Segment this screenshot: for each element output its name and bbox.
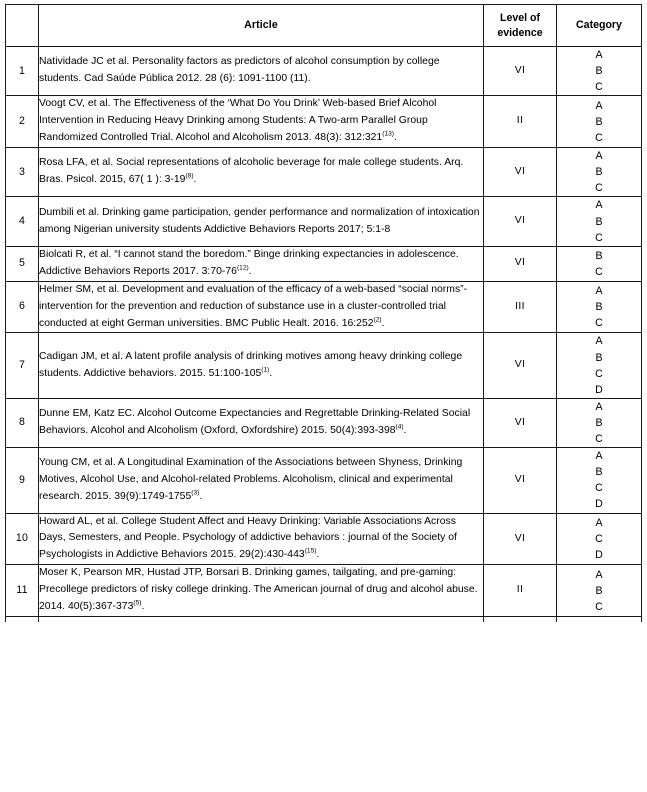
article-citation-text: Dunne EM, Katz EC. Alcohol Outcome Expectancies and Regrettable Drinking-Related Social Behaviors. Alcohol and Alcoholism (Oxford, Oxfordshire) 2015. 50(4):393-398 xyxy=(39,408,471,436)
level-of-evidence-cell: VI xyxy=(484,197,557,246)
column-header-category: Category xyxy=(557,5,642,47)
reference-superscript: (5) xyxy=(133,599,142,607)
row-number-cell: 4 xyxy=(6,197,39,246)
included-studies-table xyxy=(5,4,642,622)
row-number-cell: 3 xyxy=(6,148,39,197)
level-of-evidence-cell: VI xyxy=(484,47,557,96)
level-of-evidence-cell: II xyxy=(484,96,557,148)
article-citation-text: Helmer SM, et al. Development and evaluation of the efficacy of a web-based “social norms”-intervention for the prevention and reduction of substance use in a cluster-controlled trial conducted at eight German universities. BMC Public Healt. 2016. 16:252 xyxy=(39,283,468,329)
article-citation-cell xyxy=(39,513,484,565)
level-of-evidence-cell: VI xyxy=(484,398,557,447)
row-number-cell: 5 xyxy=(6,246,39,281)
category-value: A xyxy=(595,335,603,348)
article-citation-cell xyxy=(39,333,484,398)
category-value: A xyxy=(595,400,603,413)
category-value: A xyxy=(595,49,603,61)
article-citation-tail: . xyxy=(199,490,203,502)
row-number-cell: 6 xyxy=(6,281,39,333)
category-value: A xyxy=(595,99,603,112)
reference-superscript: (3) xyxy=(191,489,200,497)
table-row xyxy=(6,333,642,398)
row-number-cell: 10 xyxy=(6,513,39,565)
table-row xyxy=(6,47,642,96)
article-citation-text: Dumbili et al. Drinking game participation, gender performance and normalization of intoxication among Nigerian university students Addictive Behaviors Reports 2017; 5:1-8 xyxy=(39,206,480,235)
reference-superscript: (8) xyxy=(185,172,194,180)
table-header xyxy=(6,5,642,47)
row-number-cell: 8 xyxy=(6,398,39,447)
article-citation-text: Cadigan JM, et al. A latent profile analysis of drinking motives among heavy drinking college students. Addictive behaviors. 2015. 51:100-105 xyxy=(39,350,463,379)
truncated-cell xyxy=(6,617,39,623)
category-value: B xyxy=(595,466,603,479)
category-value: C xyxy=(595,231,603,244)
category-value: C xyxy=(595,182,603,195)
article-citation-text: Natividade JC et al. Personality factors as predictors of alcohol consumption by college students. Cad Saúde Pública 2012. 28 (6): 1091-1100 (11). xyxy=(39,56,440,85)
table-row xyxy=(6,513,642,565)
category-value: D xyxy=(595,383,603,396)
category-value: C xyxy=(595,600,603,613)
level-header-line2: evidence xyxy=(497,26,543,39)
article-citation-tail: . xyxy=(394,132,397,144)
category-value: B xyxy=(595,65,603,78)
category-cell xyxy=(557,281,642,333)
category-value: D xyxy=(595,548,603,561)
category-value: C xyxy=(595,367,603,380)
article-citation-cell xyxy=(39,47,484,96)
row-number-cell: 9 xyxy=(6,448,39,513)
category-value: C xyxy=(595,131,603,144)
category-cell xyxy=(557,565,642,617)
category-value: B xyxy=(595,166,603,179)
article-citation-tail: . xyxy=(248,265,252,277)
category-value: B xyxy=(595,115,603,128)
category-value: A xyxy=(595,284,603,297)
category-value: A xyxy=(595,568,603,581)
article-citation-cell xyxy=(39,148,484,197)
category-value: B xyxy=(595,249,603,262)
category-value: C xyxy=(595,482,603,495)
table-row xyxy=(6,448,642,513)
category-value: A xyxy=(595,150,603,163)
category-cell xyxy=(557,448,642,513)
category-value: C xyxy=(595,317,603,330)
reference-superscript: (15) xyxy=(304,547,317,555)
level-header-line1: Level of xyxy=(499,12,541,25)
level-of-evidence-cell: VI xyxy=(484,513,557,565)
category-value: D xyxy=(595,498,603,511)
column-header-level-of-evidence xyxy=(484,5,557,47)
category-cell xyxy=(557,398,642,447)
category-cell xyxy=(557,47,642,96)
table-body xyxy=(6,47,642,623)
reference-superscript: (2) xyxy=(373,316,382,324)
category-value: B xyxy=(595,416,603,429)
article-citation-tail: . xyxy=(316,549,320,561)
header-row xyxy=(6,5,642,47)
table-row xyxy=(6,96,642,148)
row-number-cell: 2 xyxy=(6,96,39,148)
article-citation-tail: . xyxy=(193,174,197,186)
article-citation-cell xyxy=(39,246,484,281)
level-of-evidence-cell: VI xyxy=(484,333,557,398)
table-row xyxy=(6,565,642,617)
article-citation-text: Howard AL, et al. College Student Affect and Heavy Drinking: Variable Associations Across Days, Semesters, and People. Psychology of addictive behaviors : journal of the Society of Psychologists in Addictive Behaviors 2015. 29(2):430-443 xyxy=(39,515,457,561)
level-of-evidence-cell: VI xyxy=(484,448,557,513)
row-number-cell: 1 xyxy=(6,47,39,96)
article-citation-cell xyxy=(39,96,484,148)
table-row xyxy=(6,246,642,281)
level-of-evidence-cell: II xyxy=(484,565,557,617)
truncated-cell xyxy=(557,617,642,623)
category-value: C xyxy=(595,532,603,545)
row-number-cell: 7 xyxy=(6,333,39,398)
article-citation-cell xyxy=(39,281,484,333)
category-cell xyxy=(557,148,642,197)
article-citation-text: Biolcati R, et al. “I cannot stand the boredom.” Binge drinking expectancies in adolescence. Addictive Behaviors Reports 2017. 3:70-76 xyxy=(39,248,459,277)
level-of-evidence-cell: III xyxy=(484,281,557,333)
reference-superscript: (12) xyxy=(236,264,249,272)
article-citation-tail: . xyxy=(141,601,145,613)
level-of-evidence-cell: VI xyxy=(484,246,557,281)
article-citation-cell xyxy=(39,565,484,617)
level-of-evidence-cell: VI xyxy=(484,148,557,197)
column-header-number xyxy=(6,5,39,47)
category-value: B xyxy=(595,584,603,597)
category-value: A xyxy=(595,199,603,212)
category-cell xyxy=(557,513,642,565)
article-citation-text: Moser K, Pearson MR, Hustad JTP, Borsari B. Drinking games, tailgating, and pre-gaming: Precollege predictors of risky college drinking. The American journal of drug and alcohol abuse. 2014. 40(5):367-373 xyxy=(39,567,478,613)
category-value: C xyxy=(595,265,603,278)
category-value: B xyxy=(595,351,603,364)
category-value: B xyxy=(595,215,603,228)
article-citation-text: Voogt CV, et al. The Effectiveness of the ‘What Do You Drink’ Web-based Brief Alcohol Intervention in Reducing Heavy Drinking among Students: A Two-arm Parallel Group Randomized Controlled Trial. Alcohol and Alcoholism 2013. 48(3): 312:321 xyxy=(39,98,437,144)
truncated-cell xyxy=(39,617,484,623)
truncated-cell xyxy=(484,617,557,623)
article-citation-cell xyxy=(39,197,484,246)
category-cell xyxy=(557,246,642,281)
category-value: C xyxy=(595,81,603,94)
table-row xyxy=(6,398,642,447)
article-citation-cell xyxy=(39,398,484,447)
article-citation-cell xyxy=(39,448,484,513)
table-row-truncated xyxy=(6,617,642,623)
table-row xyxy=(6,148,642,197)
category-value: A xyxy=(595,516,603,529)
article-citation-tail: . xyxy=(381,317,385,329)
reference-superscript: (1) xyxy=(261,366,270,374)
reference-superscript: (13) xyxy=(382,130,395,138)
article-citation-text: Young CM, et al. A Longitudinal Examination of the Associations between Shyness, Drinking Motives, Alcohol Use, and Alcohol-related Problems. Alcoholism, clinical and experimental research. 2015. 39(9):1749-1755 xyxy=(39,456,463,502)
reference-superscript: (4) xyxy=(395,423,404,431)
column-header-article: Article xyxy=(39,5,484,47)
table-row xyxy=(6,197,642,246)
article-citation-tail: . xyxy=(403,424,407,436)
category-cell xyxy=(557,96,642,148)
category-value: A xyxy=(595,450,603,463)
row-number-cell: 11 xyxy=(6,565,39,617)
article-citation-tail: . xyxy=(269,367,273,379)
article-citation-text: Rosa LFA, et al. Social representations of alcoholic beverage for male college students. Arq. Bras. Psicol. 2015, 67( 1 ): 3-19 xyxy=(39,157,464,186)
category-value: B xyxy=(595,300,603,313)
category-value: C xyxy=(595,433,603,446)
table-row xyxy=(6,281,642,333)
category-cell xyxy=(557,197,642,246)
category-cell xyxy=(557,333,642,398)
